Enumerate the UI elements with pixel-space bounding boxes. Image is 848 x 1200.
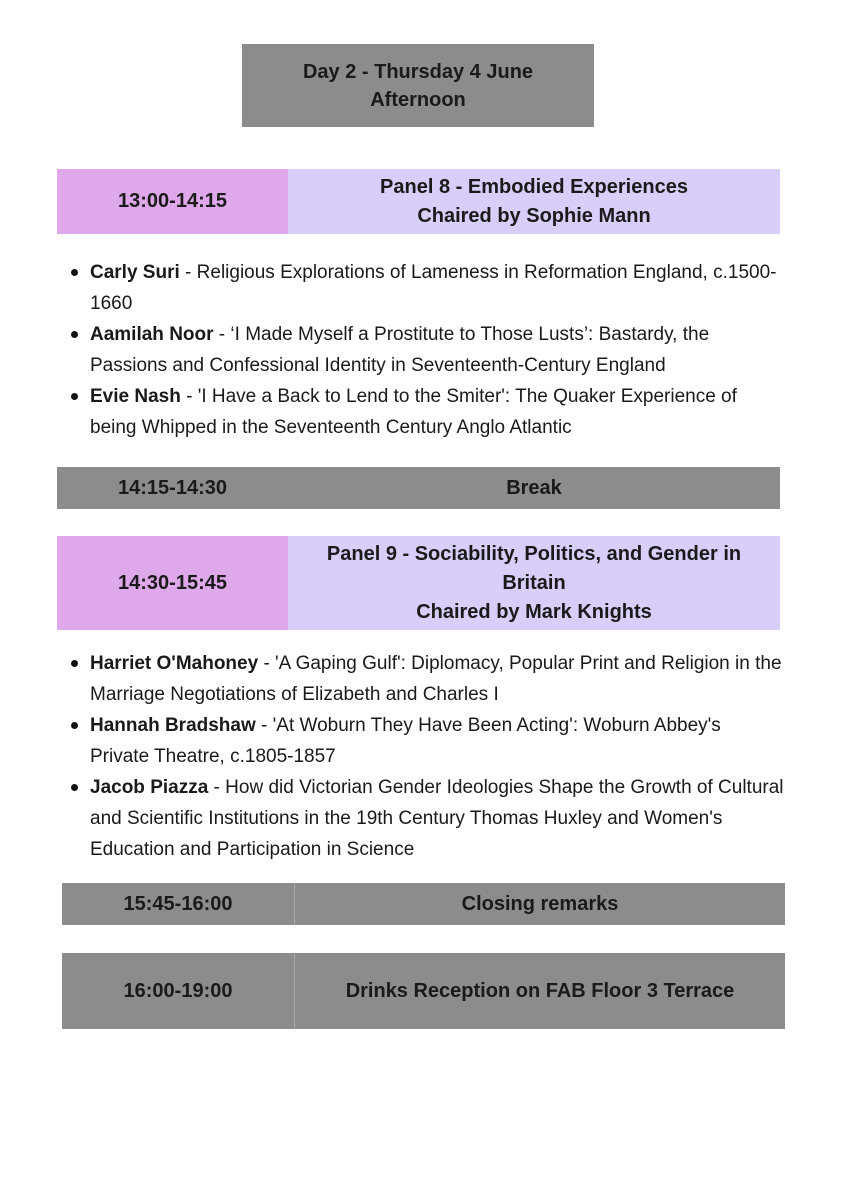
panel-9-talk-list: [57, 648, 785, 865]
reception-time: 16:00-19:00: [62, 953, 294, 1029]
panel-9-time-text: 14:30-15:45: [118, 571, 227, 594]
list-item: [57, 710, 785, 772]
panel-8-time-text: 13:00-14:15: [118, 190, 227, 212]
speaker-name: Jacob Piazza: [90, 777, 209, 798]
speaker-name: Carly Suri: [90, 262, 180, 283]
talk-title: - 'At Woburn They Have Been Acting': Woburn Abbey's Private Theatre, c.1805-1857: [90, 715, 721, 767]
speaker-name: Hannah Bradshaw: [90, 715, 256, 736]
panel-8-desc: [288, 169, 780, 234]
break-row: [57, 467, 780, 509]
list-item: [57, 381, 785, 443]
reception-row: [62, 953, 785, 1029]
talk-title: - How did Victorian Gender Ideologies Shape the Growth of Cultural and Scientific Institutions in the 19th Century Thomas Huxley and Women's Education and Participation in Science: [90, 777, 784, 860]
speaker-name: Aamilah Noor: [90, 324, 214, 345]
panel-9-desc: [288, 536, 780, 630]
reception-label: Drinks Reception on FAB Floor 3 Terrace: [294, 953, 785, 1029]
panel-8-title: Panel 8 - Embodied Experiences: [380, 175, 688, 198]
closing-row: [62, 883, 785, 925]
talk-title: - ‘I Made Myself a Prostitute to Those Lusts’: Bastardy, the Passions and Confessional Identity in Seventeenth-Century England: [90, 324, 710, 376]
panel-8-talk-list: [57, 257, 785, 443]
bullet-icon: [71, 722, 78, 729]
list-item: [57, 319, 785, 381]
day-subtitle: Afternoon: [370, 88, 466, 111]
closing-label: Closing remarks: [294, 883, 785, 925]
bullet-icon: [71, 393, 78, 400]
talk-title: - 'A Gaping Gulf': Diplomacy, Popular Print and Religion in the Marriage Negotiations of Elizabeth and Charles I: [90, 653, 782, 705]
panel-9-title-line1: Panel 9 - Sociability, Politics, and Gender in: [326, 542, 742, 565]
list-item: [57, 772, 785, 865]
panel-9-header: [57, 536, 780, 630]
talk-title: - 'I Have a Back to Lend to the Smiter': The Quaker Experience of being Whipped in the Seventeenth Century Anglo Atlantic: [90, 386, 737, 438]
panel-9-time: [57, 536, 288, 630]
bullet-icon: [71, 784, 78, 791]
day-title: Day 2 - Thursday 4 June: [302, 60, 534, 83]
break-time: 14:15-14:30: [57, 467, 288, 509]
talk-title: - Religious Explorations of Lameness in Reformation England, c.1500-1660: [90, 262, 777, 314]
panel-8-header: [57, 169, 780, 234]
bullet-icon: [71, 331, 78, 338]
panel-9-title-line2: Britain: [502, 571, 566, 594]
speaker-name: Harriet O'Mahoney: [90, 653, 259, 674]
bullet-icon: [71, 269, 78, 276]
panel-8-chair: Chaired by Sophie Mann: [417, 204, 651, 227]
speaker-name: Evie Nash: [90, 386, 181, 407]
bullet-icon: [71, 660, 78, 667]
break-label: Break: [288, 467, 780, 509]
list-item: [57, 257, 785, 319]
day-title-box: [242, 44, 594, 127]
closing-time: 15:45-16:00: [62, 883, 294, 925]
panel-9-chair: Chaired by Mark Knights: [416, 600, 652, 623]
panel-8-time: [57, 169, 288, 234]
list-item: [57, 648, 785, 710]
